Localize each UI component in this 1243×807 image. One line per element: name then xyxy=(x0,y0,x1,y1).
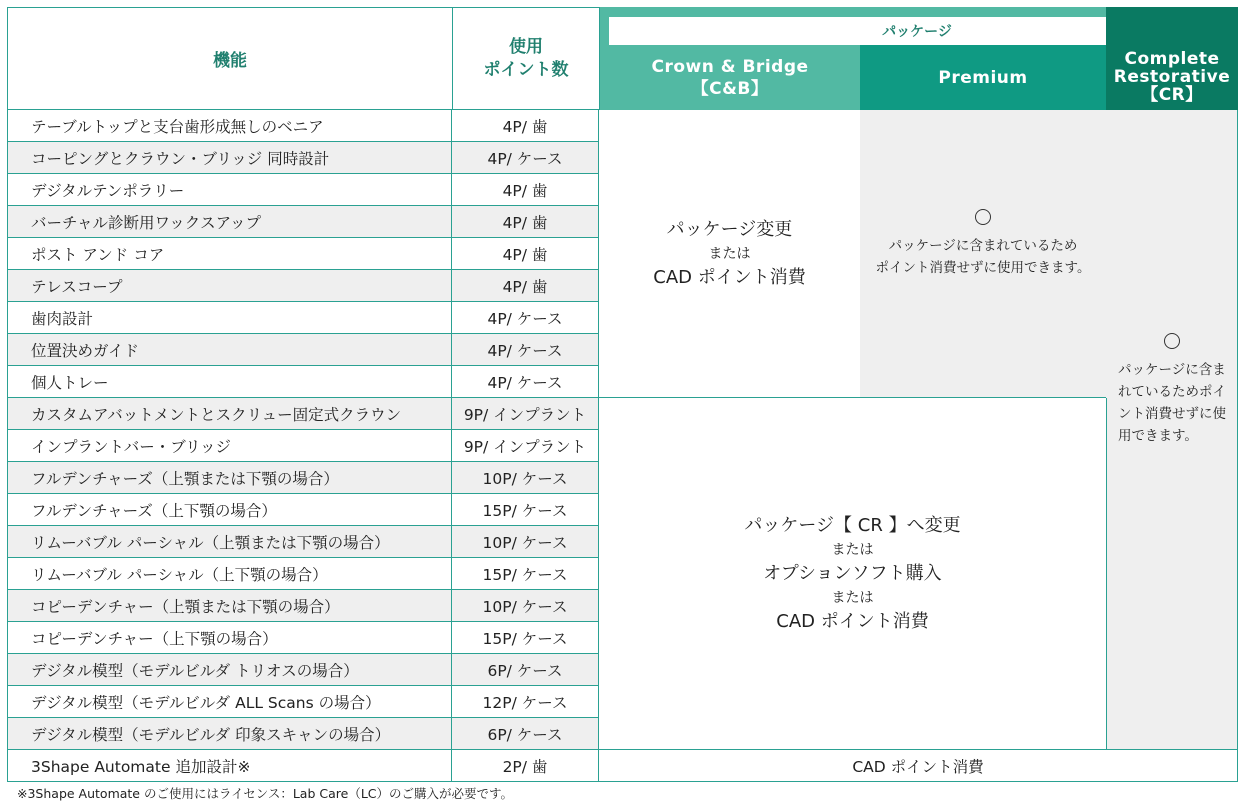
automate-text: CAD ポイント消費 xyxy=(852,757,984,776)
feature-name-cell: ポスト アンド コア xyxy=(7,238,452,270)
table-row xyxy=(7,398,599,430)
included-circle-icon xyxy=(1164,333,1180,349)
feature-name-cell: コピーデンチャー（上顎または下顎の場合） xyxy=(7,590,452,622)
premium-merged-cell xyxy=(860,110,1107,398)
points-cell: 15P/ ケース xyxy=(452,622,599,654)
points-cell: 2P/ 歯 xyxy=(452,750,599,782)
lower-line3: オプションソフト購入 xyxy=(763,562,942,584)
points-cell: 4P/ ケース xyxy=(452,142,599,174)
table-row xyxy=(7,174,599,206)
points-cell: 4P/ 歯 xyxy=(452,238,599,270)
lower-line1: パッケージ【 CR 】へ変更 xyxy=(744,514,961,536)
table-row xyxy=(7,270,599,302)
cr-merged-cell xyxy=(1106,110,1238,750)
points-header-line2: ポイント数 xyxy=(483,59,569,80)
table-row xyxy=(7,238,599,270)
points-cell: 10P/ ケース xyxy=(452,590,599,622)
points-cell: 4P/ ケース xyxy=(452,366,599,398)
feature-column-header xyxy=(7,7,453,110)
points-cell: 4P/ 歯 xyxy=(452,270,599,302)
feature-name-cell: デジタル模型（モデルビルダ ALL Scans の場合） xyxy=(7,686,452,718)
table-row xyxy=(7,430,599,462)
cb-column-header xyxy=(600,45,860,110)
table-row xyxy=(7,462,599,494)
table-row xyxy=(7,142,599,174)
table-row xyxy=(7,526,599,558)
cr-line3: ント消費せずに使 xyxy=(1118,405,1226,422)
cr-header-line2: Restorative xyxy=(1113,66,1231,87)
feature-name-cell: カスタムアバットメントとスクリュー固定式クラウン xyxy=(7,398,452,430)
table-row xyxy=(7,622,599,654)
feature-name-cell: テレスコープ xyxy=(7,270,452,302)
cb-header-line2: 【C&B】 xyxy=(691,78,769,99)
points-cell: 10P/ ケース xyxy=(452,462,599,494)
lower-line4: または xyxy=(831,589,874,606)
table-row xyxy=(7,366,599,398)
cr-header-line3: 【CR】 xyxy=(1141,84,1203,105)
cr-line4: 用できます。 xyxy=(1118,427,1198,444)
lower-line5: CAD ポイント消費 xyxy=(776,610,929,632)
footnote: ※3Shape Automate のご使用にはライセンス：Lab Care（LC）のご購入が必要です。 xyxy=(17,786,514,801)
table-row xyxy=(7,750,599,782)
points-cell: 15P/ ケース xyxy=(452,558,599,590)
feature-name-cell: フルデンチャーズ（上下顎の場合） xyxy=(7,494,452,526)
points-header-line1: 使用 xyxy=(509,36,543,57)
cr-line2: れているためポイ xyxy=(1118,383,1226,400)
feature-name-cell: リムーバブル パーシャル（上下顎の場合） xyxy=(7,558,452,590)
points-cell: 9P/ インプラント xyxy=(452,430,599,462)
cr-column-header xyxy=(1106,7,1238,110)
premium-line1: パッケージに含まれているため xyxy=(888,237,1078,254)
premium-line2: ポイント消費せずに使用できます。 xyxy=(875,259,1091,276)
feature-name-cell: デジタル模型（モデルビルダ 印象スキャンの場合） xyxy=(7,718,452,750)
premium-column-header xyxy=(860,45,1106,110)
feature-name-cell: テーブルトップと支台歯形成無しのベニア xyxy=(7,110,452,142)
feature-name-cell: デジタル模型（モデルビルダ トリオスの場合） xyxy=(7,654,452,686)
feature-points-table xyxy=(7,7,1238,782)
included-circle-icon xyxy=(975,209,991,225)
points-cell: 6P/ ケース xyxy=(452,654,599,686)
feature-name-cell: コピーデンチャー（上下顎の場合） xyxy=(7,622,452,654)
feature-name-cell: インプラントバー・ブリッジ xyxy=(7,430,452,462)
table-row xyxy=(7,110,599,142)
points-cell: 12P/ ケース xyxy=(452,686,599,718)
automate-merged-cell xyxy=(599,750,1238,782)
feature-name-cell: リムーバブル パーシャル（上顎または下顎の場合） xyxy=(7,526,452,558)
feature-name-cell: 3Shape Automate 追加設計※ xyxy=(7,750,452,782)
cb-line3: CAD ポイント消費 xyxy=(653,266,806,288)
cr-upgrade-merged-cell xyxy=(599,398,1107,750)
points-cell: 10P/ ケース xyxy=(452,526,599,558)
points-cell: 4P/ 歯 xyxy=(452,110,599,142)
cb-header-line1: Crown & Bridge xyxy=(651,56,809,77)
table-row xyxy=(7,686,599,718)
table-row xyxy=(7,654,599,686)
points-cell: 4P/ 歯 xyxy=(452,206,599,238)
feature-header-label: 機能 xyxy=(213,51,247,71)
points-cell: 9P/ インプラント xyxy=(452,398,599,430)
feature-name-cell: 位置決めガイド xyxy=(7,334,452,366)
cb-line1: パッケージ変更 xyxy=(666,218,793,240)
lower-line2: または xyxy=(831,541,874,558)
cr-line1: パッケージに含ま xyxy=(1118,361,1226,378)
table-row xyxy=(7,718,599,750)
points-cell: 4P/ ケース xyxy=(452,334,599,366)
cr-header-line1: Complete xyxy=(1124,48,1220,69)
points-cell: 6P/ ケース xyxy=(452,718,599,750)
feature-name-cell: 歯肉設計 xyxy=(7,302,452,334)
cb-line2: または xyxy=(708,245,751,262)
points-column-header xyxy=(452,7,600,110)
table-row xyxy=(7,334,599,366)
premium-header-label: Premium xyxy=(938,67,1028,88)
feature-name-cell: コーピングとクラウン・ブリッジ 同時設計 xyxy=(7,142,452,174)
feature-name-cell: 個人トレー xyxy=(7,366,452,398)
table-row xyxy=(7,206,599,238)
table-row xyxy=(7,302,599,334)
package-header-text: パッケージ xyxy=(882,24,952,40)
points-cell: 4P/ 歯 xyxy=(452,174,599,206)
cb-merged-cell xyxy=(599,110,861,398)
table-row xyxy=(7,494,599,526)
points-cell: 4P/ ケース xyxy=(452,302,599,334)
table-row xyxy=(7,558,599,590)
feature-name-cell: フルデンチャーズ（上顎または下顎の場合） xyxy=(7,462,452,494)
table-row xyxy=(7,590,599,622)
feature-name-cell: バーチャル診断用ワックスアップ xyxy=(7,206,452,238)
feature-name-cell: デジタルテンポラリー xyxy=(7,174,452,206)
points-cell: 15P/ ケース xyxy=(452,494,599,526)
